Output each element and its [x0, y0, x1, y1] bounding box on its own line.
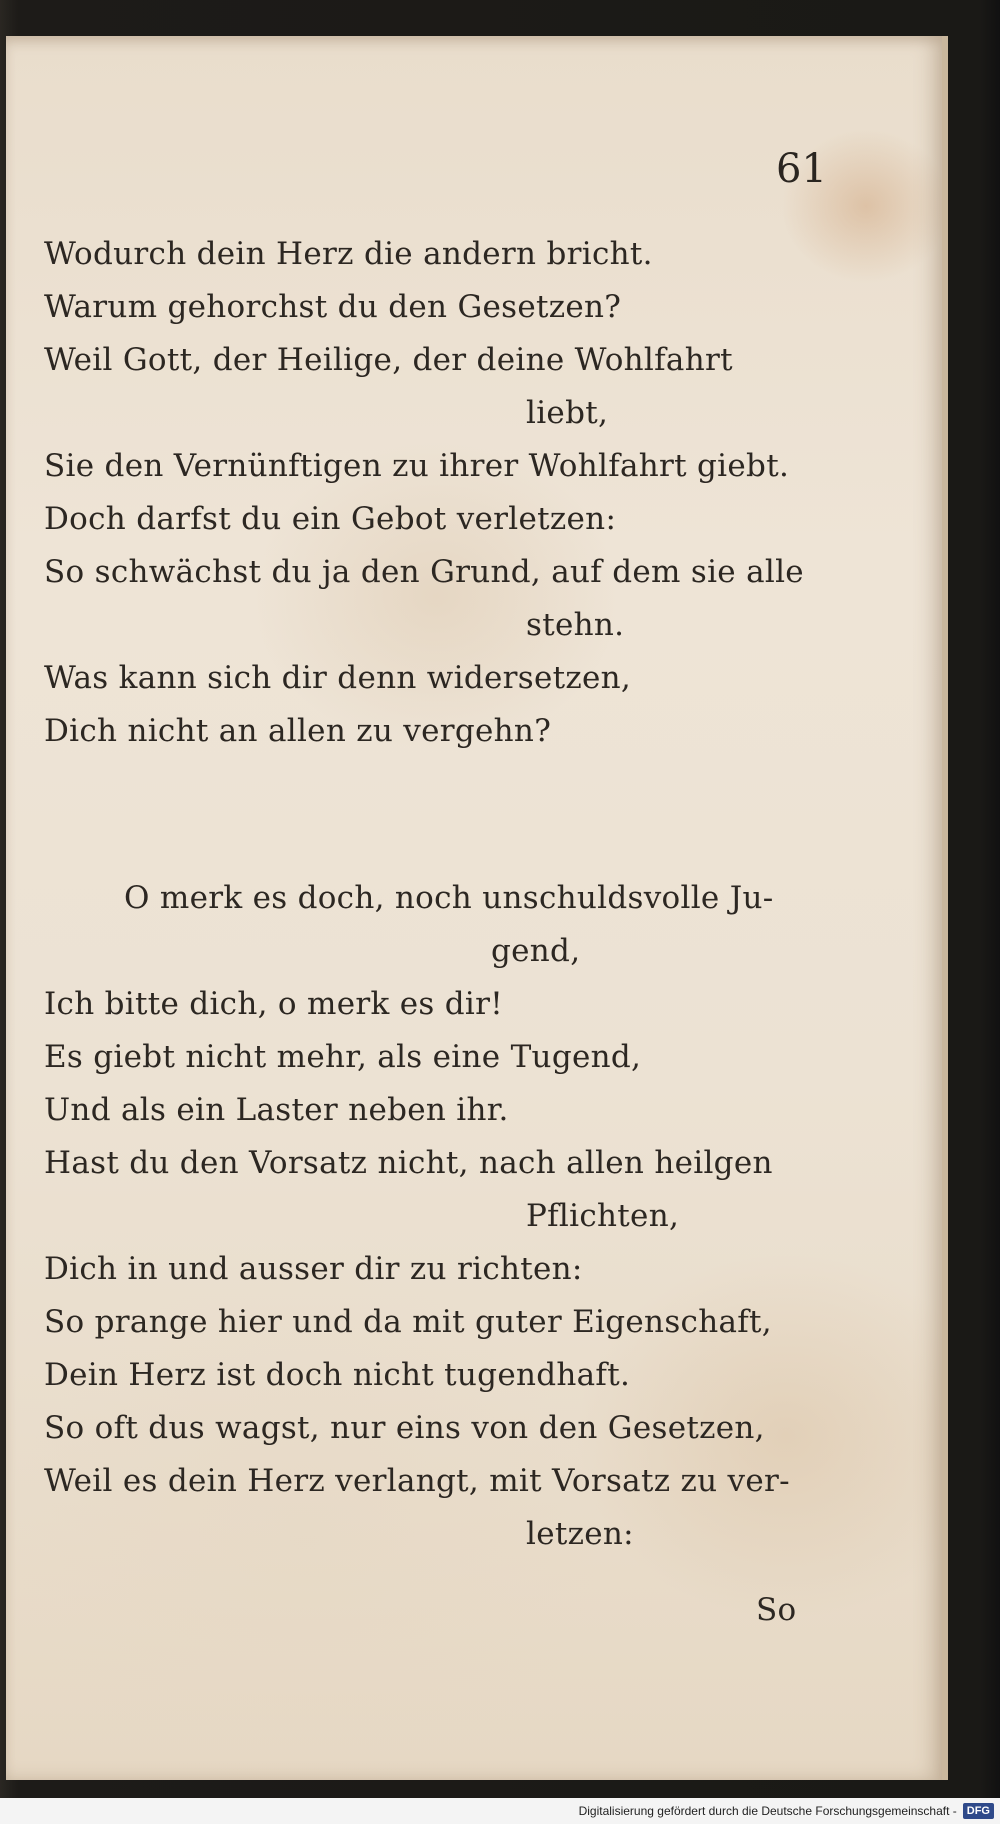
verse-line: So oft dus wagst, nur eins von den Gesetzen,	[44, 1410, 765, 1446]
digitization-footer	[0, 1798, 1000, 1824]
verse-line: Warum gehorchst du den Gesetzen?	[44, 289, 622, 325]
verse-line: Dich nicht an allen zu vergehn?	[44, 713, 552, 749]
verse-line-continuation: Pflichten,	[526, 1198, 680, 1234]
verse-line-continuation: liebt,	[526, 395, 609, 431]
footer-credit-text: Digitalisierung gefördert durch die Deutsche Forschungsgemeinschaft -	[578, 1804, 957, 1818]
verse-line: Und als ein Laster neben ihr.	[44, 1092, 509, 1128]
catchword: So	[756, 1592, 797, 1628]
dfg-logo: DFG	[963, 1803, 994, 1819]
verse-line: Dich in und ausser dir zu richten:	[44, 1251, 583, 1287]
verse-line-continuation: letzen:	[526, 1516, 634, 1552]
verse-line: O merk es doch, noch unschuldsvolle Ju-	[124, 880, 774, 916]
verse-line: Hast du den Vorsatz nicht, nach allen heilgen	[44, 1145, 773, 1181]
verse-line: Doch darfst du ein Gebot verletzen:	[44, 501, 617, 537]
verse-line: Wodurch dein Herz die andern bricht.	[44, 236, 653, 272]
verse-line: So prange hier und da mit guter Eigenschaft,	[44, 1304, 772, 1340]
book-page	[6, 36, 948, 1780]
verse-line: Ich bitte dich, o merk es dir!	[44, 986, 503, 1022]
verse-line: Was kann sich dir denn widersetzen,	[44, 660, 632, 696]
verse-line: Es giebt nicht mehr, als eine Tugend,	[44, 1039, 642, 1075]
page-number: 61	[776, 146, 827, 192]
verse-line: Weil es dein Herz verlangt, mit Vorsatz zu ver-	[44, 1463, 790, 1499]
verse-line-continuation: gend,	[491, 933, 581, 969]
verse-line-continuation: stehn.	[526, 607, 625, 643]
verse-line: So schwächst du ja den Grund, auf dem sie alle	[44, 554, 804, 590]
verse-line: Weil Gott, der Heilige, der deine Wohlfahrt	[44, 342, 733, 378]
verse-line: Sie den Vernünftigen zu ihrer Wohlfahrt giebt.	[44, 448, 790, 484]
verse-line: Dein Herz ist doch nicht tugendhaft.	[44, 1357, 631, 1393]
